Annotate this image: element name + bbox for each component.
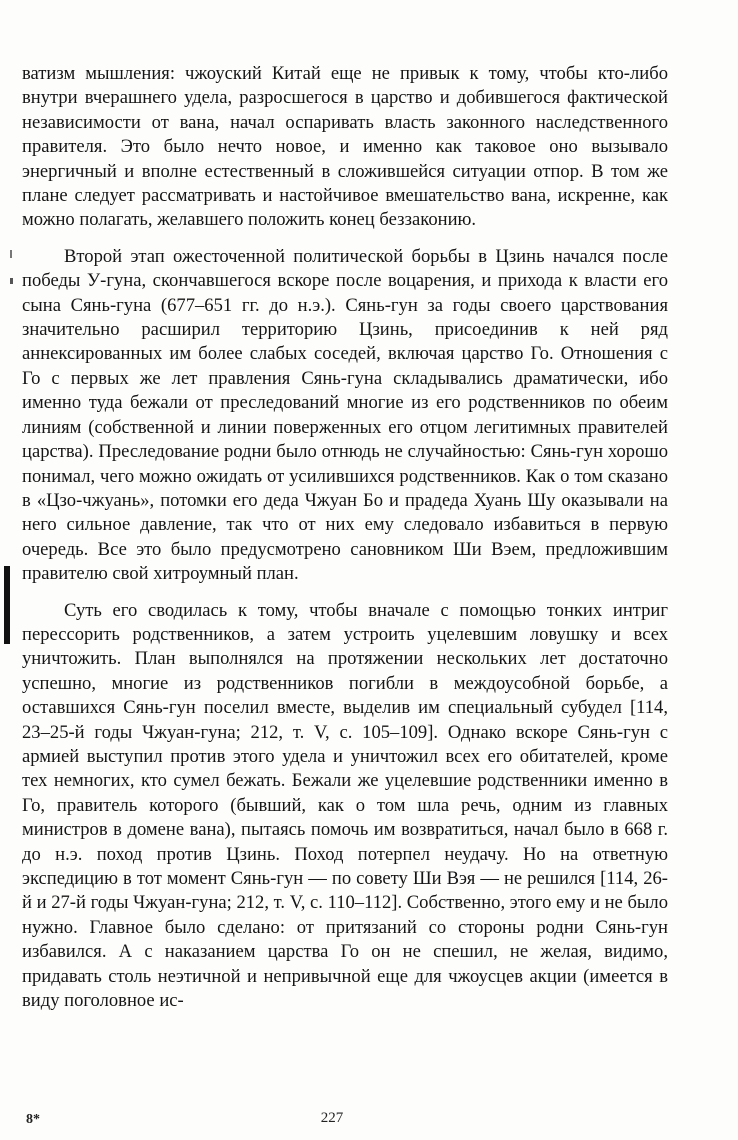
scan-artifact-mark [10,278,13,284]
scan-artifact-bar [4,566,10,644]
paragraph-continuation: ватизм мышления: чжоуский Китай еще не привык к тому, чтобы кто-либо внутри вчерашнего удела, разросшегося в царство и добившегося фактической независимости от вана, начал оспаривать власть законного наследственного правителя. Это было нечто новое, и именно как таковое оно вызывало энергичный и вполне естественный в сложившейся ситуации отпор. В том же плане следует рассматривать и настойчивое вмешательство вана, искренне, как можно полагать, желавшего положить конец беззаконию. [22,63,668,231]
paragraph-plan: Суть его сводилась к тому, чтобы вначале с помощью тонких интриг перессорить родственников, а затем устроить уцелевшим ловушку и всех уничтожить. План выполнялся на протяжении нескольких лет достаточно успешно, многие из родственников погибли в междоусобной борьбе, а оставшихся Сянь-гун поселил вместе, выделив им специальный субудел [114, 23–25-й годы Чжуан-гуна; 212, т. V, с. 105–109]. Однако вскоре Сянь-гун с армией выступил против этого удела и уничтожил всех его обитателей, кроме тех немногих, кто сумел бежать. Бежали же уцелевшие родственники именно в Го, правитель которого (бывший, как о том шла речь, одним из главных министров в домене вана), пытаясь помочь им возвратиться, начал было в 668 г. до н.э. поход против Цзинь. Поход потерпел неудачу. Но на ответную экспедицию в тот момент Сянь-гун — по совету Ши Вэя — не решился [114, 26-й и 27-й годы Чжуан-гуна; 212, т. V, с. 110–112]. Собственно, этого ему и не было нужно. Главное было сделано: от притязаний со стороны родни Сянь-гун избавился. А с наказанием царства Го он не спешил, не желая, видимо, придавать столь неэтичной и непривычной еще для чжоусцев акции (имеется в виду поголовное ис- [22,599,668,1012]
body-text [22,62,668,1013]
scan-artifact-mark [10,250,12,258]
paragraph-second-stage: Второй этап ожесточенной политической борьбы в Цзинь начался после победы У-гуна, скончавшегося вскоре после воцарения, и прихода к власти его сына Сянь-гуна (677–651 гг. до н.э.). Сянь-гун за годы своего царствования значительно расширил территорию Цзинь, присоединив к ней ряд аннексированных им более слабых соседей, включая царство Го. Отношения с Го с первых же лет правления Сянь-гуна складывались драматически, ибо именно туда бежали от преследований многие из его родственников по обеим линиям (собственной и линии поверженных его отцом легитимных правителей царства). Преследование родни было отнюдь не случайностью: Сянь-гун хорошо понимал, чего можно ожидать от усилившихся родственников. Как о том сказано в «Цзо-чжуань», потомки его деда Чжуан Бо и прадеда Хуань Шу оказывали на него сильное давление, так что от них ему следовало избавиться в первую очередь. Все это было предусмотрено сановником Ши Вэем, предложившим правителю свой хитроумный план. [22,245,668,585]
printer-signature-mark: 8* [26,1112,40,1127]
page-number-container [0,1110,738,1127]
page-number: 227 [320,1110,344,1126]
